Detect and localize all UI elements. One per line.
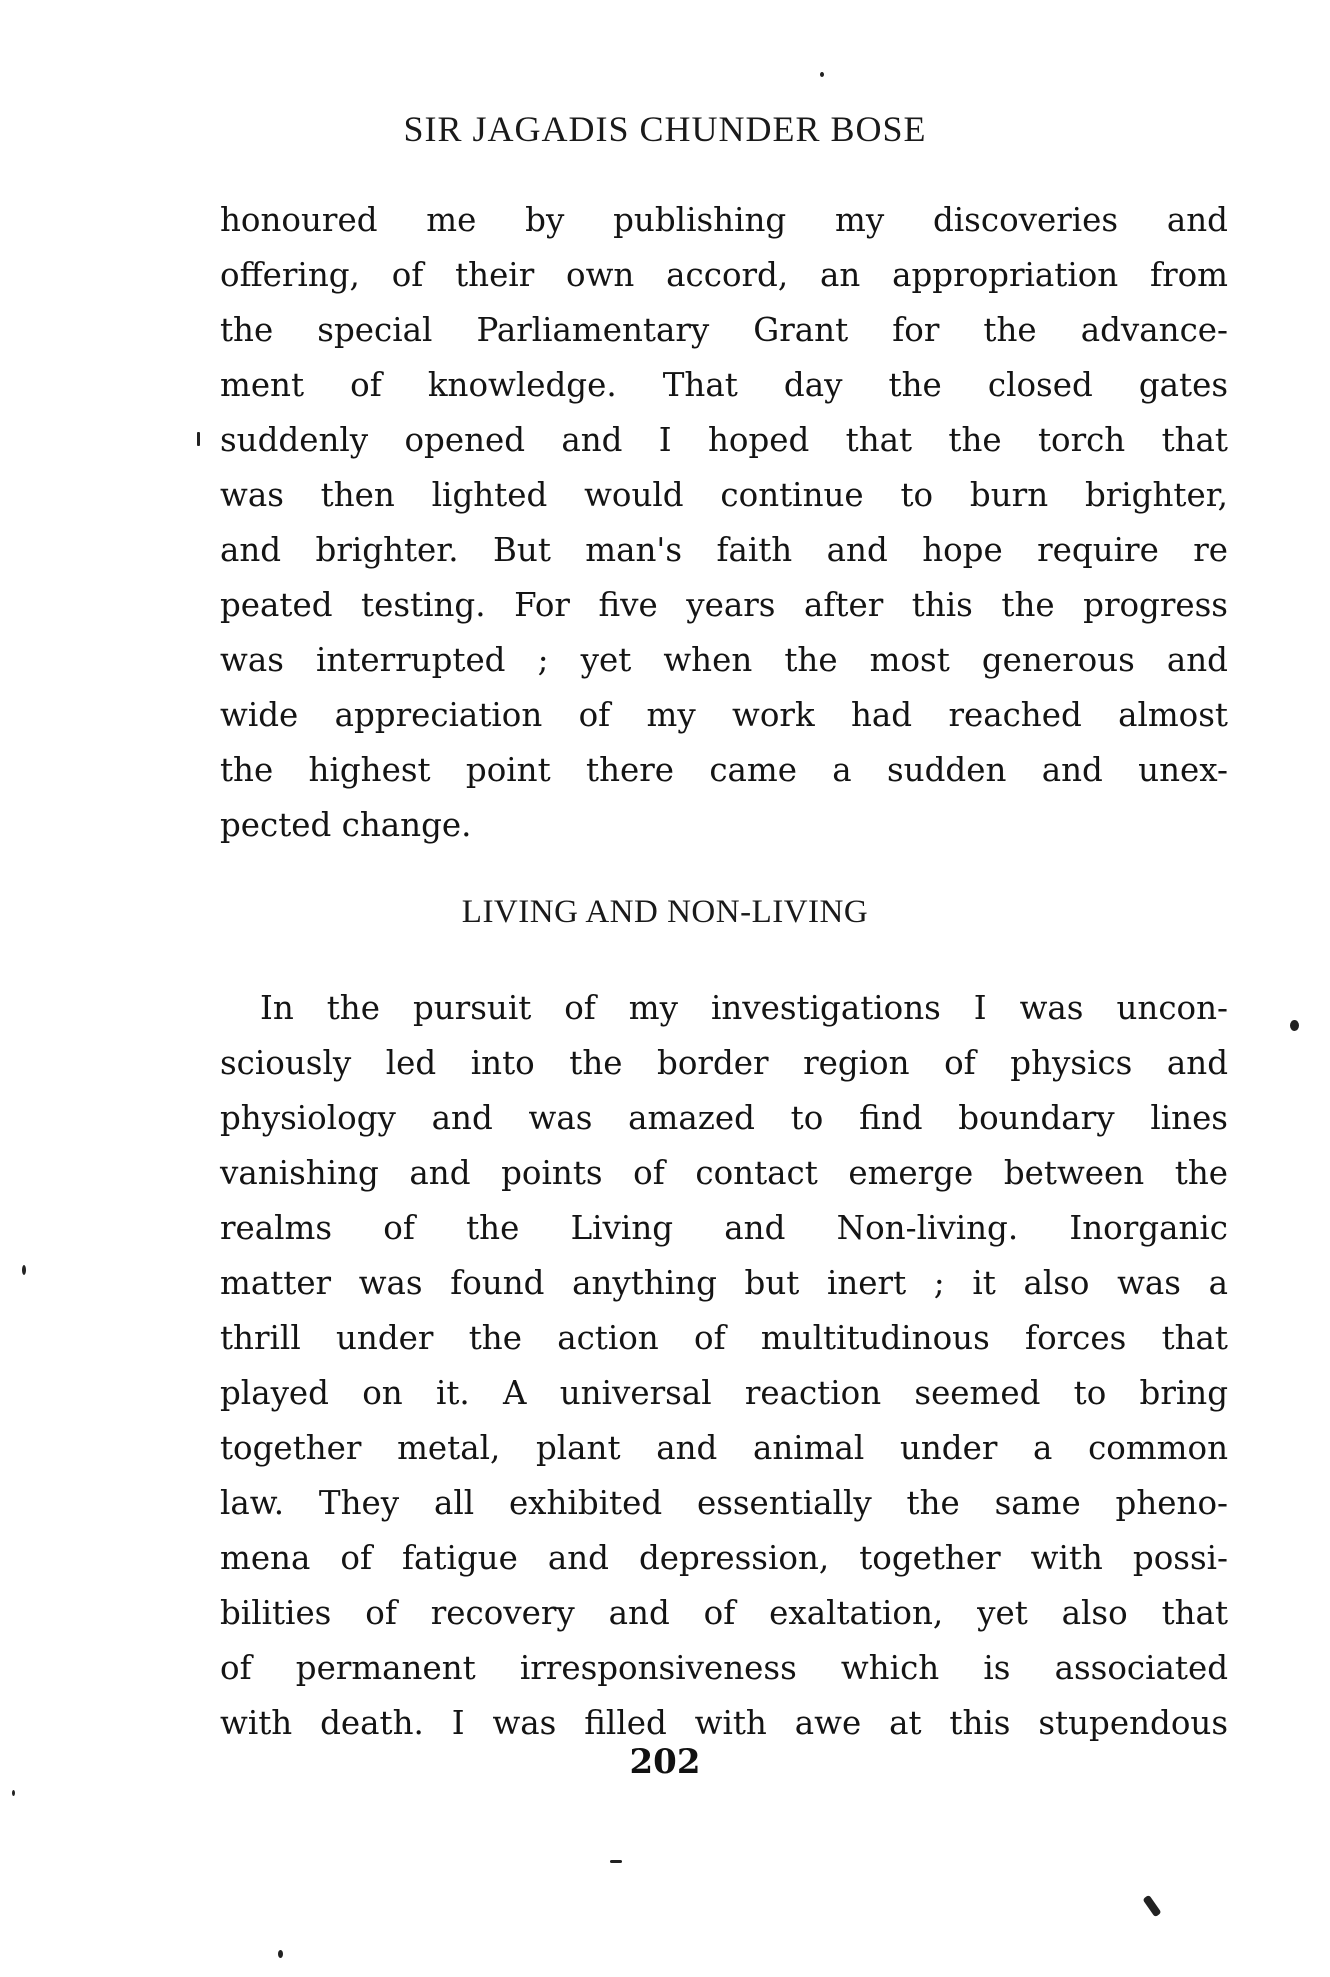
text-line: the special Parliamentary Grant for the advance- <box>220 311 1228 349</box>
page-number: 202 <box>629 1742 701 1782</box>
scan-speck <box>22 1265 26 1275</box>
scan-speck <box>1290 1020 1299 1031</box>
scan-speck <box>278 1950 283 1958</box>
text-line: matter was found anything but inert ; it also was a <box>220 1264 1228 1302</box>
text-line: sciously led into the border region of physics and <box>220 1044 1228 1082</box>
scan-speck <box>197 432 200 446</box>
scan-speck <box>610 1860 622 1863</box>
text-line: pected change. <box>220 806 472 844</box>
text-line: played on it. A universal reaction seemed to bring <box>220 1374 1228 1412</box>
text-line: honoured me by publishing my discoveries and <box>220 201 1228 239</box>
paragraph-2 <box>220 981 1228 1751</box>
text-line: In the pursuit of my investigations I was uncon- <box>260 989 1228 1027</box>
paragraph-1 <box>220 193 1228 853</box>
text-line: suddenly opened and I hoped that the torch that <box>220 421 1228 459</box>
scan-speck <box>1142 1895 1161 1918</box>
text-line: together metal, plant and animal under a common <box>220 1429 1228 1467</box>
text-line: offering, of their own accord, an appropriation from <box>220 256 1228 294</box>
text-line: and brighter. But man's faith and hope require re <box>220 531 1228 569</box>
text-line: thrill under the action of multitudinous forces that <box>220 1319 1228 1357</box>
text-line: mena of fatigue and depression, together with possi- <box>220 1539 1228 1577</box>
text-line: of permanent irresponsiveness which is associated <box>220 1649 1228 1687</box>
scan-speck <box>820 72 824 77</box>
text-line: law. They all exhibited essentially the same pheno- <box>220 1484 1228 1522</box>
text-line: the highest point there came a sudden and unex- <box>220 751 1228 789</box>
text-line: wide appreciation of my work had reached almost <box>220 696 1228 734</box>
section-heading: LIVING AND NON-LIVING <box>461 894 869 930</box>
text-line: ment of knowledge. That day the closed gates <box>220 366 1228 404</box>
text-line: realms of the Living and Non-living. Inorganic <box>220 1209 1228 1247</box>
text-line: was interrupted ; yet when the most generous and <box>220 641 1228 679</box>
running-head: SIR JAGADIS CHUNDER BOSE <box>403 109 927 149</box>
text-line: physiology and was amazed to find boundary lines <box>220 1099 1228 1137</box>
text-line: peated testing. For five years after this the progress <box>220 586 1228 624</box>
text-line: bilities of recovery and of exaltation, yet also that <box>220 1594 1228 1632</box>
text-line: vanishing and points of contact emerge between the <box>220 1154 1228 1192</box>
text-line: was then lighted would continue to burn brighter, <box>220 476 1228 514</box>
text-line: with death. I was filled with awe at this stupendous <box>220 1704 1228 1742</box>
scan-speck <box>12 1790 15 1796</box>
